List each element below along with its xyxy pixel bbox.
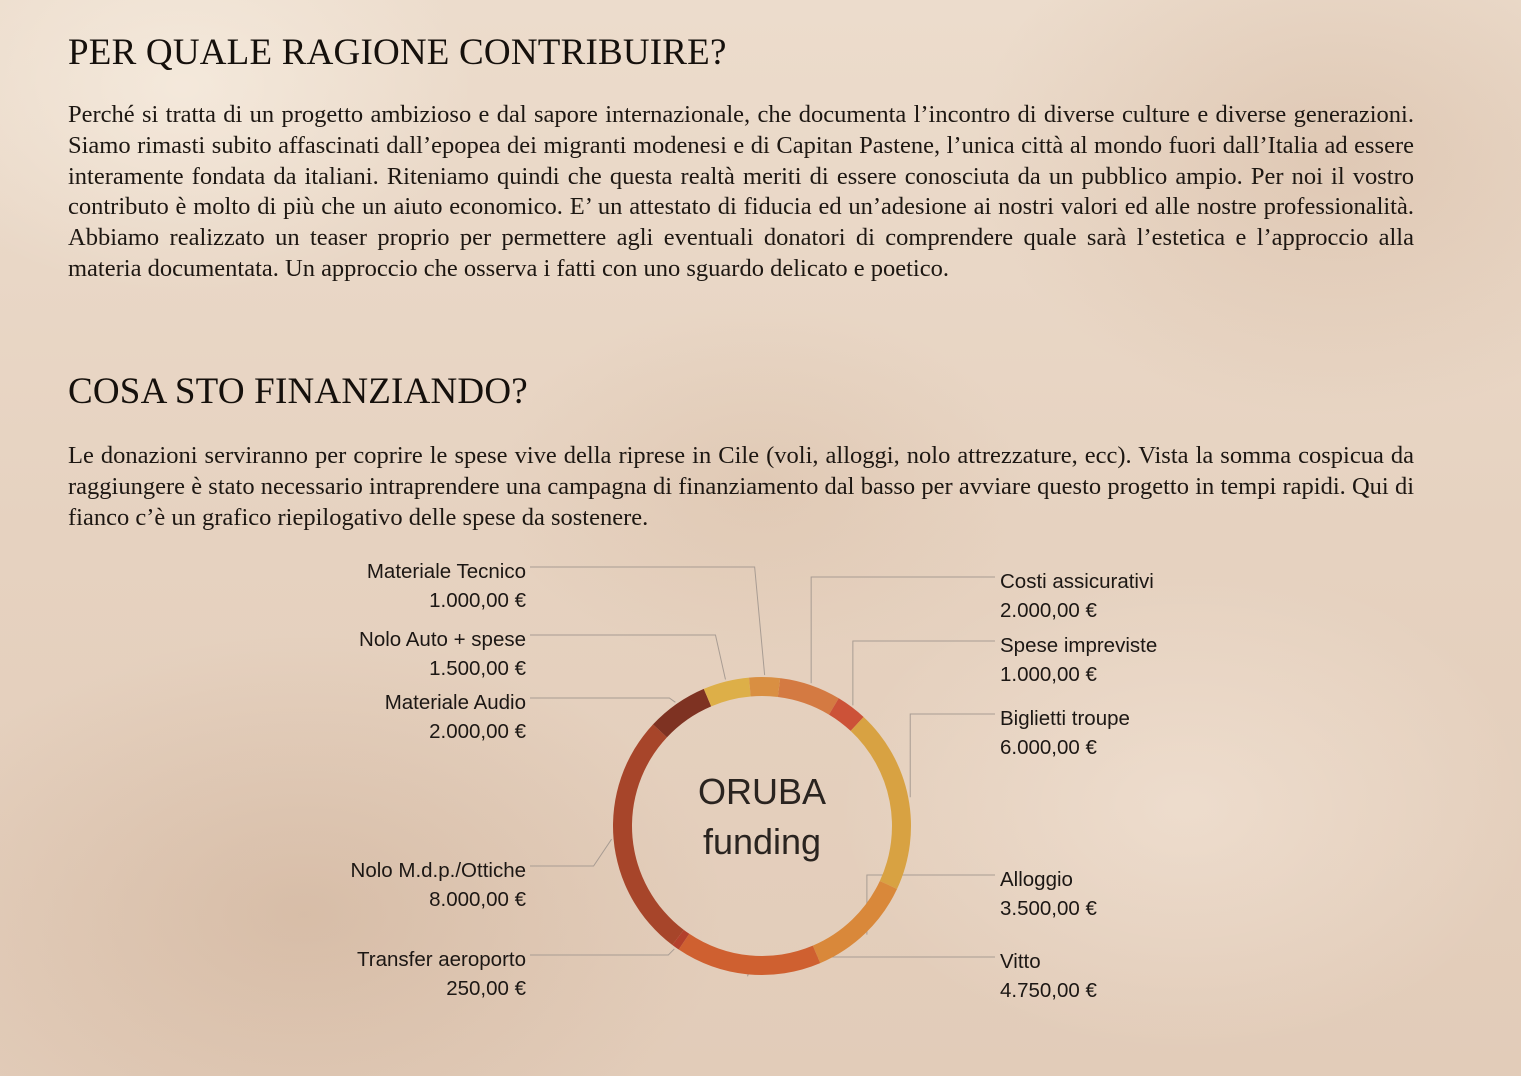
chart-center-title: ORUBA — [697, 771, 827, 812]
slice-value: 4.750,00 € — [1000, 979, 1097, 1002]
slice-value: 1.000,00 € — [429, 589, 526, 612]
leader-line — [530, 949, 674, 955]
donut-slice-costi-assicurativi — [778, 678, 839, 714]
section-body-what-funding: Le donazioni serviranno per coprire le spese vive della riprese in Cile (voli, alloggi, nolo attrezzature, ecc). Vista la somma cospicua da raggiungere è stato necessario intraprendere una campagna di finanziamento dal basso per avviare questo progetto in tempi rapidi. Qui di fianco c’è un grafico riepilogativo delle spese da sostenere. — [68, 442, 1414, 531]
donut-slice-materiale-tecnico — [749, 677, 780, 697]
donut-slice-alloggio — [813, 881, 897, 963]
slice-label: Nolo M.d.p./Ottiche — [350, 859, 526, 882]
slice-label: Materiale Tecnico — [366, 560, 526, 583]
section-title-why-contribute: PER QUALE RAGIONE CONTRIBUIRE? — [68, 32, 727, 73]
slice-label: Transfer aeroporto — [356, 948, 526, 971]
slice-value: 2.000,00 € — [1000, 599, 1097, 622]
slice-label: Costi assicurativi — [1000, 570, 1154, 593]
slice-label: Alloggio — [1000, 868, 1073, 891]
donut-slice-nolo-m-d-p-ottiche — [613, 724, 684, 945]
slice-label: Spese impreviste — [1000, 634, 1158, 657]
slice-value: 1.500,00 € — [429, 657, 526, 680]
leader-line — [530, 567, 765, 675]
donut-slice-nolo-auto-spese — [704, 678, 751, 707]
slice-label: Materiale Audio — [384, 691, 526, 714]
slice-label: Nolo Auto + spese — [359, 628, 526, 651]
slice-label: Vitto — [1000, 950, 1041, 973]
slice-value: 8.000,00 € — [429, 888, 526, 911]
slice-label: Biglietti troupe — [1000, 707, 1130, 730]
slice-value: 2.000,00 € — [429, 720, 526, 743]
leader-line — [910, 714, 995, 797]
chart-center-subtitle: funding — [702, 821, 822, 862]
slice-value: 1.000,00 € — [1000, 663, 1097, 686]
slice-value: 6.000,00 € — [1000, 736, 1097, 759]
section-title-what-funding: COSA STO FINANZIANDO? — [68, 371, 528, 412]
donut-slice-materiale-audio — [653, 689, 711, 737]
leader-line — [530, 698, 675, 702]
leader-line — [530, 635, 725, 679]
section-body-why-contribute: Perché si tratta di un progetto ambizioso e dal sapore internazionale, che documenta l’incontro di diverse culture e diverse generazioni. Siamo rimasti subito affascinati dall’epopea dei migranti modenesi e di Capitan Pastene, l’unica città al mondo fuori dall’Italia ad essere interamente fondata da italiani. Riteniamo quindi che questa realtà meriti di essere conosciuta da un pubblico ampio. Per noi il vostro contributo è molto di più che un aiuto economico. E’ un attestato di fiducia ed un’adesione ai nostri valori ed alle nostre professionalità. Abbiamo realizzato un teaser proprio per permettere agli eventuali donatori di comprendere quale sarà l’estetica e l’approccio alla materia documentata. Un approccio che osserva i fatti con uno sguardo delicato e poetico. — [68, 101, 1414, 282]
slice-value: 250,00 € — [446, 977, 526, 1000]
donut-slice-vitto — [679, 934, 821, 975]
leader-line — [811, 577, 995, 683]
leader-line — [530, 839, 612, 866]
leader-line — [853, 641, 995, 705]
donut-slice-biglietti-troupe — [851, 717, 911, 889]
slice-value: 3.500,00 € — [1000, 897, 1097, 920]
